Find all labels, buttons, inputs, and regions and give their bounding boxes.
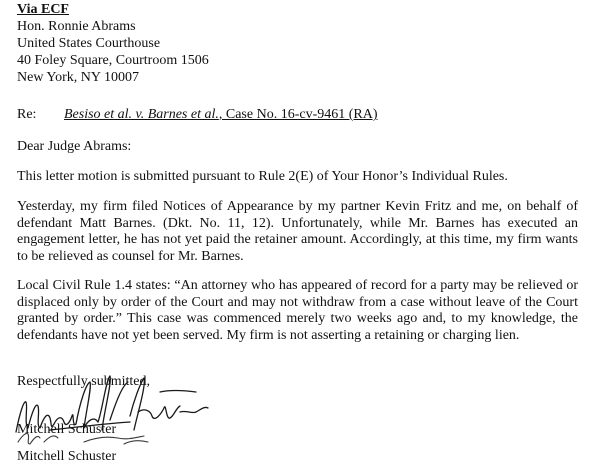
address-line-2: United States Courthouse [17,36,161,51]
signer-name-repeat: Mitchell Schuster [17,449,117,464]
address-line-3: 40 Foley Square, Courtroom 1506 [17,53,209,68]
salutation: Dear Judge Abrams: [17,139,132,154]
address-line-1: Hon. Ronnie Abrams [17,19,136,34]
closing: Respectfully submitted, [17,374,150,389]
signer-name: Mitchell Schuster [17,422,117,437]
case-number: , Case No. 16-cv-9461 (RA) [218,107,378,122]
re-label: Re: [17,107,37,122]
paragraph-1: This letter motion is submitted pursuant to Rule 2(E) of Your Honor’s Individual Rules. [17,169,508,184]
re-subject [64,107,378,123]
address-line-4: New York, NY 10007 [17,70,139,85]
case-name: Besiso et al. v. Barnes et al. [64,107,219,122]
paragraph-2: Yesterday, my firm filed Notices of Appearance by my partner Kevin Fritz and me, on behalf of defendant Matt Barnes. (Dkt. No. 11, 12). Unfortunately, while Mr. Barnes has executed an engagement letter, he has not yet paid the retainer amount. Accordingly, at this time, my firm wants to be relieved as counsel for Mr. Barnes. [17,199,578,264]
paragraph-3: Local Civil Rule 1.4 states: “An attorney who has appeared of record for a party may be relieved or displaced only by order of the Court and may not withdraw from a case without leave of the Court granted by order.” This case was commenced merely two weeks ago and, to my knowledge, the defendants have not yet been served. My firm is not asserting a retaining or charging lien. [17,278,578,343]
via-ecf-heading: Via ECF [17,2,69,17]
